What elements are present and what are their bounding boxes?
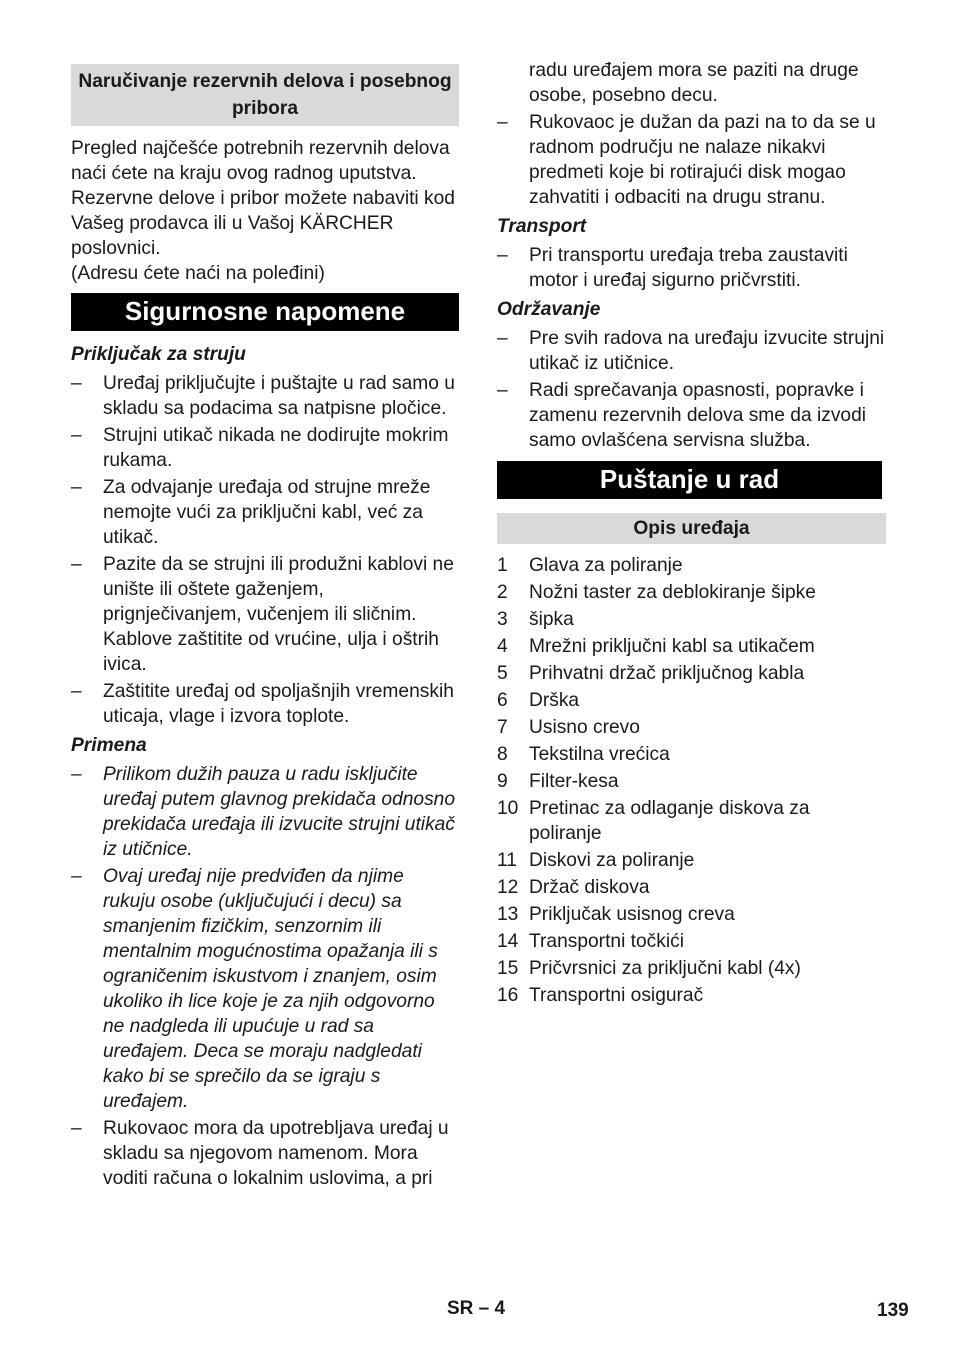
transport-list bbox=[497, 243, 886, 293]
ordering-heading: Naručivanje rezervnih delova i posebnog pribora bbox=[71, 64, 459, 126]
item-label: Diskovi za poliranje bbox=[529, 850, 695, 871]
item-number: 1 bbox=[497, 555, 508, 576]
list-item: – Za odvajanje uređaja od strujne mreže nemojte vući za priključni kabl, već za utikač. bbox=[71, 475, 459, 550]
list-item bbox=[497, 956, 886, 981]
list-item: – Radi sprečavanja opasnosti, popravke i zamenu rezervnih delova sme da izvodi samo ovlašćena servisna služba. bbox=[497, 378, 886, 453]
list-item: – Pazite da se strujni ili produžni kablovi ne unište ili oštete gaženjem, prignječivanjem, vučenjem ili sličnim. Kablove zaštitite od vrućine, ulja i oštrih ivica. bbox=[71, 552, 459, 677]
item-label: šipka bbox=[529, 609, 574, 630]
page-number: 139 bbox=[877, 1300, 909, 1321]
list-item: – Rukovaoc je dužan da pazi na to da se u radnom području ne nalaze nikakvi predmeti koje bi rotirajući disk mogao zahvatiti i odbaciti na drugu stranu. bbox=[497, 110, 886, 210]
item-label: Nožni taster za deblokiranje šipke bbox=[529, 582, 816, 603]
list-item: – Ovaj uređaj nije predviđen da njime rukuju osobe (uključujući i decu) sa smanjenim fizičkim, senzornim ili mentalnim mogućnostima opažanja ili s ograničenim iskustvom i znanjem, osim ukoliko ih lice koje je za njih odgovorno ne nadgleda ili upućuje u rad sa uređajem. Deca se moraju nadgledati kako bi se sprečilo da se igraju s uređajem. bbox=[71, 864, 459, 1114]
ordering-paragraph: Rezervne delove i pribor možete nabaviti kod Vašeg prodavca ili u Vašoj KÄRCHER poslovnici. bbox=[71, 188, 455, 259]
device-heading: Opis uređaja bbox=[497, 513, 886, 544]
list-item bbox=[497, 688, 886, 713]
list-item bbox=[497, 661, 886, 686]
item-number: 15 bbox=[497, 958, 519, 979]
list-item: – Pre svih radova na uređaju izvucite strujni utikač iz utičnice. bbox=[497, 326, 886, 376]
ordering-text bbox=[71, 136, 459, 286]
item-number: 14 bbox=[497, 931, 519, 952]
item-number: 3 bbox=[497, 609, 508, 630]
list-item bbox=[497, 715, 886, 740]
list-item bbox=[497, 580, 886, 605]
item-number: 4 bbox=[497, 636, 508, 657]
use-list-continued bbox=[497, 110, 886, 210]
item-number: 8 bbox=[497, 744, 508, 765]
item-label: Drška bbox=[529, 690, 580, 711]
item-label: Transportni točkići bbox=[529, 931, 684, 952]
item-label: Glava za poliranje bbox=[529, 555, 683, 576]
item-number: 12 bbox=[497, 877, 519, 898]
item-label: Mrežni priključni kabl sa utikačem bbox=[529, 636, 815, 657]
power-subheading: Priključak za struju bbox=[71, 344, 246, 365]
list-item bbox=[497, 634, 886, 659]
list-item bbox=[497, 553, 886, 578]
list-item: – Pri transportu uređaja treba zaustaviti motor i uređaj sigurno pričvrstiti. bbox=[497, 243, 886, 293]
safety-heading: Sigurnosne napomene bbox=[71, 293, 459, 331]
list-item bbox=[497, 983, 886, 1008]
item-label: Pretinac za odlaganje diskova za poliranje bbox=[529, 798, 810, 844]
item-number: 7 bbox=[497, 717, 508, 738]
item-number: 9 bbox=[497, 771, 508, 792]
item-number: 5 bbox=[497, 663, 508, 684]
item-number: 10 bbox=[497, 798, 519, 819]
item-number: 2 bbox=[497, 582, 508, 603]
ordering-paragraph: Pregled najčešće potrebnih rezervnih delova naći ćete na kraju ovog radnog uputstva. bbox=[71, 138, 450, 184]
list-item: – Uređaj priključujte i puštajte u rad samo u skladu sa podacima sa natpisne pločice. bbox=[71, 371, 459, 421]
right-column bbox=[497, 58, 886, 1010]
startup-heading: Puštanje u rad bbox=[497, 461, 882, 499]
list-item: – Rukovaoc mora da upotrebljava uređaj u skladu sa njegovom namenom. Mora voditi računa o lokalnim uslovima, a pri bbox=[71, 1116, 459, 1191]
item-label: Držač diskova bbox=[529, 877, 650, 898]
item-label: Filter-kesa bbox=[529, 771, 619, 792]
maintenance-subheading: Održavanje bbox=[497, 299, 601, 320]
item-label: Prihvatni držač priključnog kabla bbox=[529, 663, 805, 684]
item-label: Tekstilna vrećica bbox=[529, 744, 670, 765]
item-label: Transportni osigurač bbox=[529, 985, 704, 1006]
item-number: 11 bbox=[497, 850, 517, 871]
section-code: SR – 4 bbox=[447, 1298, 506, 1319]
list-item bbox=[497, 742, 886, 767]
use-list bbox=[71, 762, 459, 1191]
item-label: Priključak usisnog creva bbox=[529, 904, 735, 925]
list-item bbox=[497, 607, 886, 632]
maintenance-list bbox=[497, 326, 886, 453]
item-label: Pričvrsnici za priključni kabl (4x) bbox=[529, 958, 801, 979]
continuation-text: radu uređajem mora se paziti na druge osobe, posebno decu. bbox=[529, 60, 859, 106]
item-label: Usisno crevo bbox=[529, 717, 640, 738]
list-item bbox=[497, 875, 886, 900]
device-parts-list bbox=[497, 553, 886, 1008]
list-item bbox=[497, 929, 886, 954]
use-subheading: Primena bbox=[71, 735, 147, 756]
ordering-paragraph: (Adresu ćete naći na poleđini) bbox=[71, 263, 325, 284]
list-item: – Prilikom dužih pauza u radu isključite uređaj putem glavnog prekidača odnosno prekidača uređaja ili izvucite strujni utikač iz utičnice. bbox=[71, 762, 459, 862]
list-item bbox=[497, 796, 886, 846]
list-item: – Strujni utikač nikada ne dodirujte mokrim rukama. bbox=[71, 423, 459, 473]
left-column bbox=[71, 58, 459, 1193]
item-number: 13 bbox=[497, 904, 519, 925]
list-item bbox=[497, 769, 886, 794]
list-item: – Zaštitite uređaj od spoljašnjih vremenskih uticaja, vlage i izvora toplote. bbox=[71, 679, 459, 729]
list-item bbox=[497, 848, 886, 873]
transport-subheading: Transport bbox=[497, 216, 587, 237]
item-number: 16 bbox=[497, 985, 519, 1006]
power-list bbox=[71, 371, 459, 729]
list-item bbox=[497, 902, 886, 927]
item-number: 6 bbox=[497, 690, 508, 711]
